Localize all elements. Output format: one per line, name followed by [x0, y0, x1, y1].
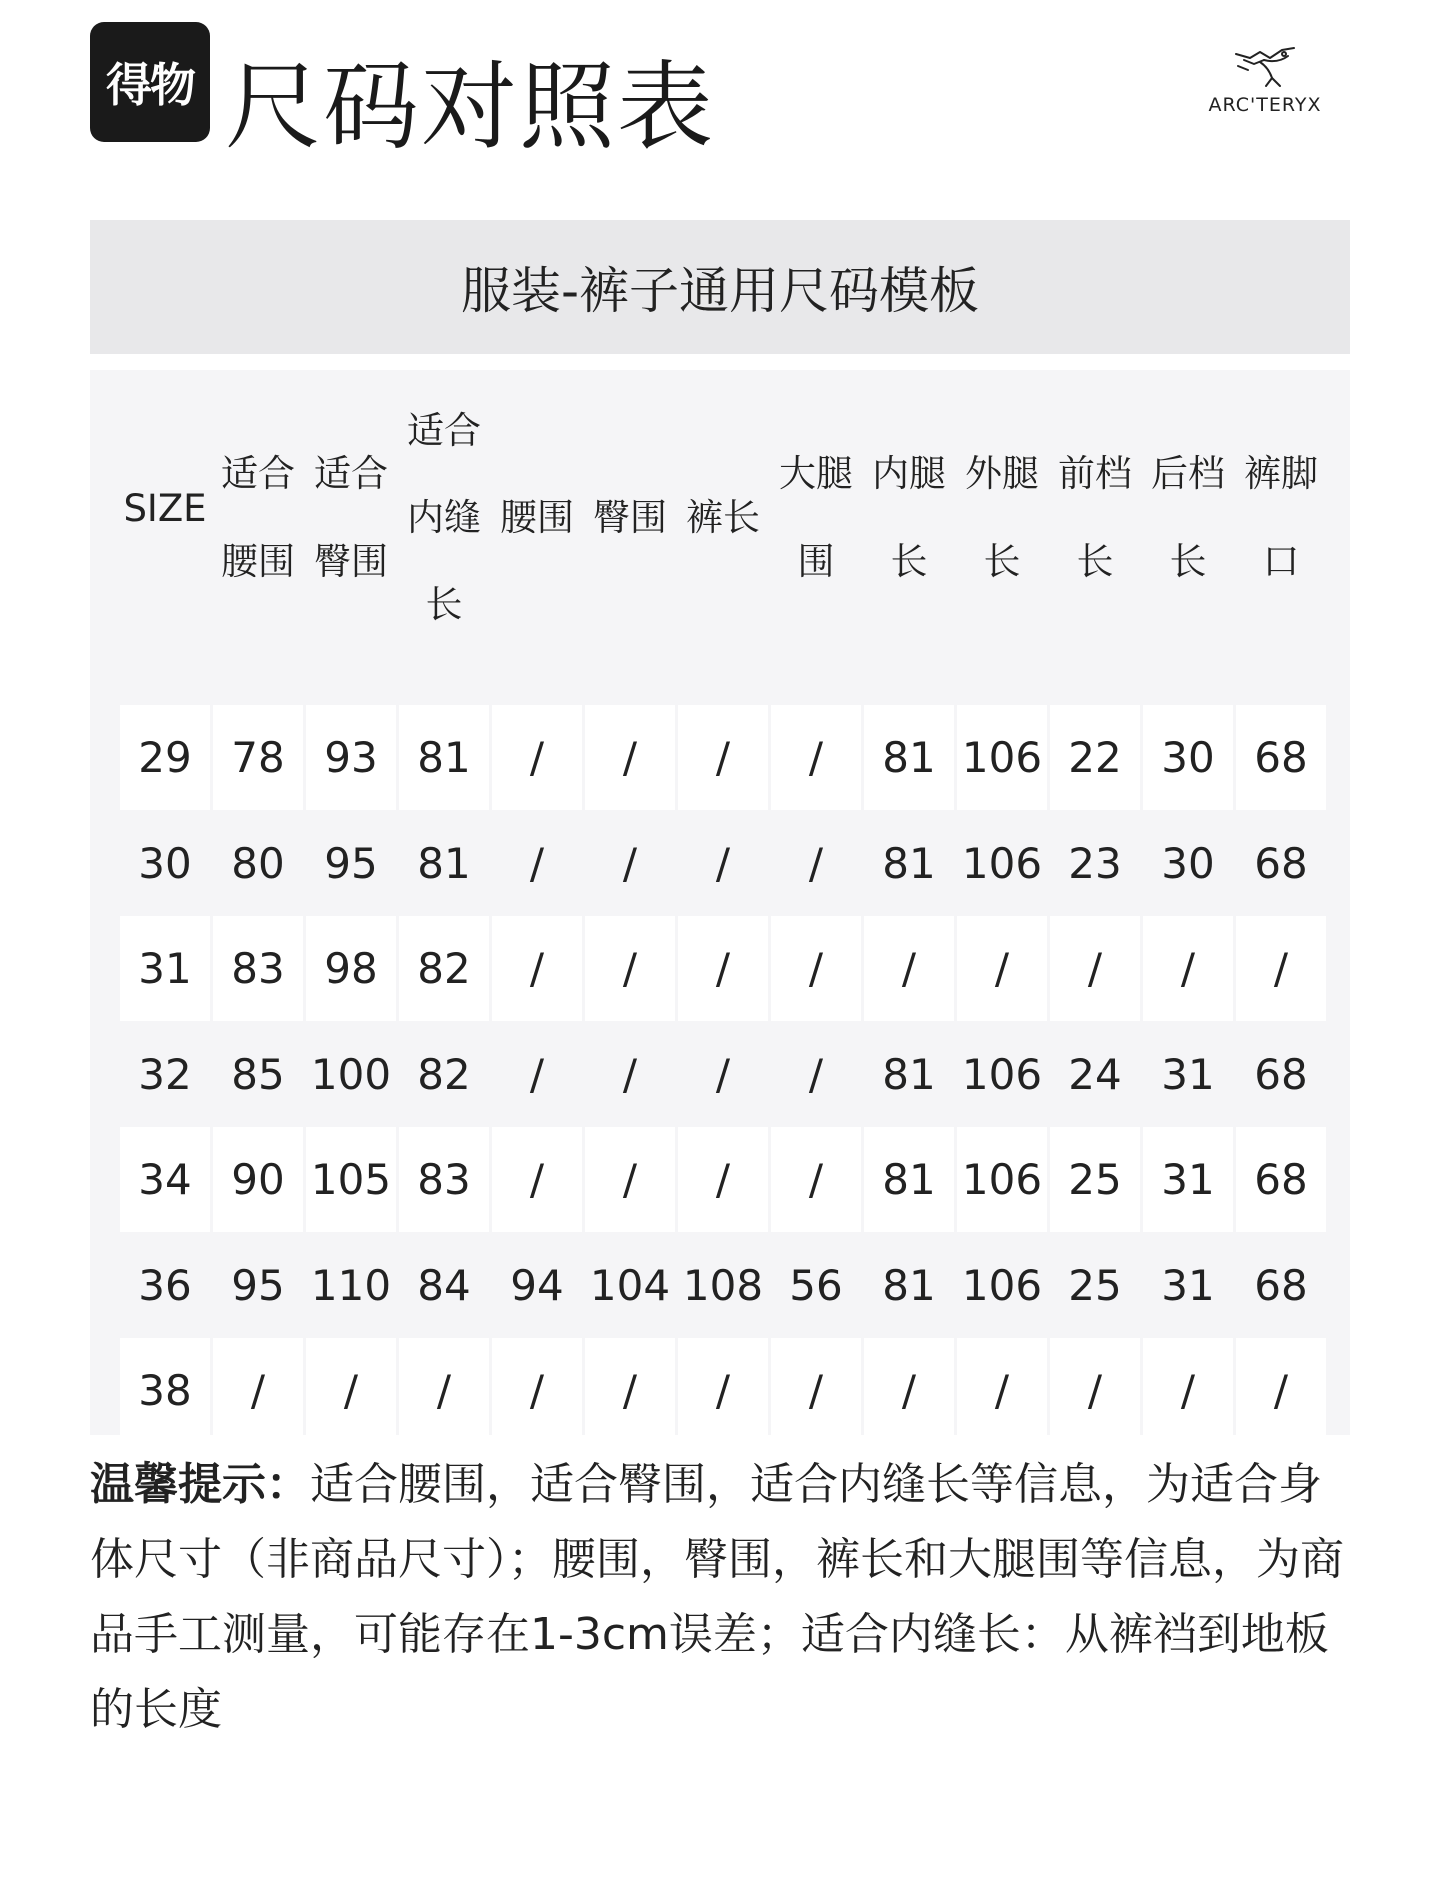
table-cell: / — [678, 1127, 768, 1232]
page-title: 尺码对照表 — [225, 51, 715, 163]
table-cell: 82 — [399, 916, 489, 1021]
table-cell: 83 — [399, 1127, 489, 1232]
column-header — [584, 370, 676, 665]
column-header-line: 长 — [1169, 540, 1207, 583]
table-cell: 82 — [417, 1049, 471, 1099]
table-cell: 81 — [417, 838, 471, 888]
column-header — [677, 370, 769, 665]
table-cell: / — [492, 1338, 582, 1435]
column-header-line: 长 — [1076, 540, 1114, 583]
table-row — [90, 811, 1308, 916]
column-header — [398, 370, 490, 665]
size-cell: 32 — [138, 1049, 192, 1099]
table-cell: / — [808, 838, 824, 888]
table-row — [90, 916, 1290, 1021]
table-cell: / — [492, 916, 582, 1021]
section-banner: 服装-裤子通用尺码模板 — [90, 220, 1350, 354]
table-cell: / — [678, 705, 768, 810]
table-cell: 81 — [864, 705, 954, 810]
table-cell: 81 — [864, 1127, 954, 1232]
table-cell: / — [771, 705, 861, 810]
table-cell: / — [585, 1338, 675, 1435]
column-header-line: 口 — [1262, 540, 1300, 583]
column-header-line: 内腿 — [872, 452, 946, 495]
table-row — [90, 705, 1308, 810]
table-cell: / — [715, 838, 731, 888]
table-cell: 106 — [957, 1127, 1047, 1232]
table-cell: 85 — [231, 1049, 285, 1099]
column-header-line: 围 — [797, 540, 835, 583]
tip-label: 温馨提示： — [90, 1459, 310, 1510]
table-cell: 25 — [1068, 1260, 1122, 1310]
table-cell: / — [957, 1338, 1047, 1435]
column-header-line: SIZE — [123, 487, 207, 530]
table-cell: 110 — [310, 1260, 392, 1310]
table-cell: / — [678, 916, 768, 1021]
table-cell: 95 — [231, 1260, 285, 1310]
table-cell: 23 — [1068, 838, 1122, 888]
table-cell: / — [771, 1338, 861, 1435]
table-cell: 31 — [1161, 1260, 1215, 1310]
table-cell: 30 — [1161, 838, 1215, 888]
table-cell: 81 — [882, 1049, 936, 1099]
column-header — [1049, 370, 1141, 665]
table-cell: 68 — [1254, 1260, 1308, 1310]
column-header-line: 长 — [425, 583, 463, 626]
table-cell: 83 — [213, 916, 303, 1021]
table-cell: 94 — [510, 1260, 564, 1310]
column-header-line: 腰围 — [221, 540, 295, 583]
table-cell: 68 — [1236, 1127, 1326, 1232]
table-cell: / — [771, 916, 861, 1021]
table-cell: / — [808, 1049, 824, 1099]
table-cell: 95 — [324, 838, 378, 888]
archaeopteryx-icon — [1230, 44, 1300, 90]
column-header-line: 臀围 — [314, 540, 388, 583]
table-cell: / — [622, 1049, 638, 1099]
table-cell: / — [864, 1338, 954, 1435]
table-cell: / — [306, 1338, 396, 1435]
table-cell: 106 — [961, 1260, 1043, 1310]
column-header-line: 适合 — [314, 452, 388, 495]
table-cell: 84 — [417, 1260, 471, 1310]
table-cell: 25 — [1050, 1127, 1140, 1232]
column-header — [119, 370, 211, 665]
column-header-line: 裤长 — [686, 496, 760, 539]
table-cell: / — [1050, 1338, 1140, 1435]
table-cell: / — [1236, 916, 1326, 1021]
table-cell: 31 — [1143, 1127, 1233, 1232]
table-cell: 108 — [682, 1260, 764, 1310]
table-cell: 100 — [310, 1049, 392, 1099]
table-row — [90, 1127, 1308, 1232]
table-cell: 68 — [1254, 1049, 1308, 1099]
table-cell: 104 — [589, 1260, 671, 1310]
tip-text: 适合腰围，适合臀围，适合内缝长等信息，为适合身体尺寸（非商品尺寸）；腰围，臀围，裤长和大腿围等信息，为商品手工测量，可能存在1-3cm误差；适合内缝长：从裤裆到地板的长度 — [90, 1459, 1344, 1735]
table-cell: 22 — [1050, 705, 1140, 810]
table-cell: 106 — [961, 838, 1043, 888]
column-header-line: 大腿 — [779, 452, 853, 495]
table-row — [90, 1338, 1290, 1435]
column-header-line: 臀围 — [593, 496, 667, 539]
size-cell: 29 — [120, 705, 210, 810]
column-header — [863, 370, 955, 665]
column-header-line: 长 — [983, 540, 1021, 583]
table-cell: 98 — [306, 916, 396, 1021]
table-cell: 105 — [306, 1127, 396, 1232]
table-cell: 24 — [1068, 1049, 1122, 1099]
column-header-line: 适合 — [407, 409, 481, 452]
size-cell: 34 — [120, 1127, 210, 1232]
column-header-line: 前档 — [1058, 452, 1132, 495]
size-cell: 36 — [138, 1260, 192, 1310]
brand-name: ARC'TERYX — [1208, 94, 1322, 116]
table-cell: 81 — [882, 838, 936, 888]
table-cell: 81 — [882, 1260, 936, 1310]
size-cell: 38 — [120, 1338, 210, 1435]
table-cell: 81 — [399, 705, 489, 810]
column-header-line: 腰围 — [500, 496, 574, 539]
tip-note — [90, 1447, 1360, 1747]
table-cell: / — [622, 838, 638, 888]
table-cell: / — [492, 1127, 582, 1232]
column-header-line: 裤脚 — [1244, 452, 1318, 495]
table-cell: / — [585, 916, 675, 1021]
table-cell: 31 — [1161, 1049, 1215, 1099]
column-header — [956, 370, 1048, 665]
column-header — [770, 370, 862, 665]
column-header-line: 外腿 — [965, 452, 1039, 495]
column-header-line: 后档 — [1151, 452, 1225, 495]
table-cell: / — [1143, 1338, 1233, 1435]
size-table — [90, 370, 1350, 1435]
table-cell: 78 — [213, 705, 303, 810]
table-row — [90, 1022, 1308, 1127]
table-cell: / — [492, 705, 582, 810]
table-cell: / — [585, 1127, 675, 1232]
table-cell: / — [1236, 1338, 1326, 1435]
column-header — [1142, 370, 1234, 665]
column-header — [305, 370, 397, 665]
table-cell: / — [715, 1049, 731, 1099]
table-cell: / — [771, 1127, 861, 1232]
column-header-line: 内缝 — [407, 496, 481, 539]
table-cell: 30 — [1143, 705, 1233, 810]
app-logo: 得物 — [90, 22, 210, 142]
table-cell: / — [957, 916, 1047, 1021]
table-cell: 80 — [231, 838, 285, 888]
table-cell: / — [1143, 916, 1233, 1021]
table-cell: / — [1050, 916, 1140, 1021]
table-cell: / — [529, 1049, 545, 1099]
table-cell: 106 — [961, 1049, 1043, 1099]
column-header — [491, 370, 583, 665]
column-header — [212, 370, 304, 665]
table-cell: 68 — [1236, 705, 1326, 810]
table-cell: / — [678, 1338, 768, 1435]
table-row — [90, 1233, 1308, 1338]
table-cell: / — [529, 838, 545, 888]
size-cell: 30 — [138, 838, 192, 888]
table-cell: 93 — [306, 705, 396, 810]
table-cell: 68 — [1254, 838, 1308, 888]
size-cell: 31 — [120, 916, 210, 1021]
table-cell: 106 — [957, 705, 1047, 810]
table-cell: / — [213, 1338, 303, 1435]
table-cell: / — [585, 705, 675, 810]
table-cell: 90 — [213, 1127, 303, 1232]
brand-logo — [1185, 44, 1345, 116]
table-cell: / — [399, 1338, 489, 1435]
column-header-line: 适合 — [221, 452, 295, 495]
column-header-line: 长 — [890, 540, 928, 583]
column-header — [1235, 370, 1327, 665]
table-cell: 56 — [789, 1260, 843, 1310]
table-cell: / — [864, 916, 954, 1021]
